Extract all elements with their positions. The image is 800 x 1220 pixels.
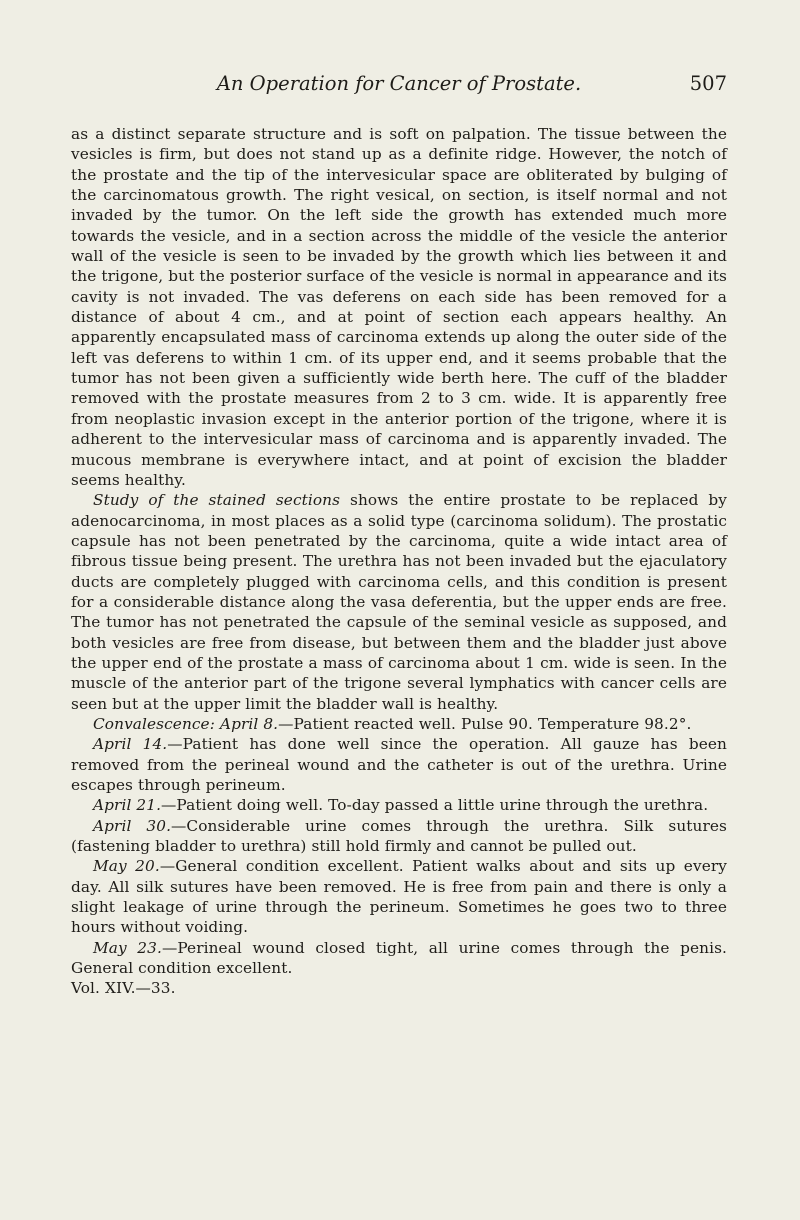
paragraph-lead: May 23. <box>93 938 162 957</box>
book-page <box>71 72 727 999</box>
paragraph-lead: Convalescence: April 8. <box>93 714 279 733</box>
paragraph-convalescence <box>71 714 727 734</box>
paragraph-text: —Patient doing well. To-day passed a little urine through the urethra. <box>161 796 709 815</box>
paragraph-text: as a distinct separate structure and is soft on palpation. The tissue between the vesicles is firm, but does not stand up as a definite ridge. However, the notch of the prostate and the tip of the intervesicular space are obliterated by bulging of the carcinomatous growth. The right vesical, on section, is itself normal and not invaded by the tumor. On the left side the growth has extended much more towards the vesicle, and in a section across the middle of the vesicle the anterior wall of the vesicle is seen to be invaded by the growth which lies between it and the trigone, but the posterior surface of the vesicle is normal in appearance and its cavity is not invaded. The vas deferens on each side has been removed for a distance of about 4 cm., and at point of section each appears healthy. An apparently encapsulated mass of carcinoma extends up along the outer side of the left vas deferens to within 1 cm. of its upper end, and it seems probable that the tumor has not been given a sufficiently wide berth here. The cuff of the bladder removed with the prostate measures from 2 to 3 cm. wide. It is apparently free from neoplastic invasion except in the anterior portion of the trigone, where it is adherent to the intervesicular mass of carcinoma and is apparently invaded. The mucous membrane is everywhere intact, and at point of excision the bladder seems healthy. <box>71 125 727 489</box>
paragraph-april-21 <box>71 795 727 815</box>
body-text <box>71 124 727 999</box>
paragraph-text: shows the entire prostate to be replaced by adenocarcinoma, in most places as a solid type (carcinoma solidum). The prostatic capsule has not been penetrated by the carcinoma, quite a wide intact area of fibrous tissue being present. The urethra has not been invaded but the ejaculatory ducts are completely plugged with carcinoma cells, and this condition is present for a considerable distance along the vasa deferentia, but the upper ends are free. The tumor has not penetrated the capsule of the seminal vesicle as supposed, and both vesicles are free from disease, but between them and the bladder just above the upper end of the prostate a mass of carcinoma about 1 cm. wide is seen. In the muscle of the anterior part of the trigone several lymphatics with cancer cells are seen but at the upper limit the bladder wall is healthy. <box>71 491 727 713</box>
paragraph-lead: April 30. <box>93 816 172 835</box>
paragraph-stained-sections <box>71 490 727 714</box>
paragraph-april-14 <box>71 734 727 795</box>
paragraph-text: —Patient has done well since the operation. All gauze has been removed from the perineal wound and the catheter is out of the urethra. Urine escapes through perineum. <box>71 735 727 794</box>
paragraph-lead: Study of the stained sections <box>93 491 341 510</box>
paragraph-lead: May 20. <box>93 857 160 876</box>
paragraph-text: —Perineal wound closed tight, all urine comes through the penis. General condition excellent. <box>71 938 727 978</box>
paragraph-lead: April 21. <box>93 796 162 815</box>
volume-signature: Vol. XIV.—33. <box>71 979 176 998</box>
paragraph-may-23 <box>71 938 727 979</box>
paragraph-may-20 <box>71 856 727 937</box>
page-number: 507 <box>689 72 727 95</box>
paragraph-text: —General condition excellent. Patient walks about and sits up every day. All silk sutures have been removed. He is free from pain and there is only a slight leakage of urine through the perineum. Sometimes he goes two to three hours without voiding. <box>71 857 727 937</box>
paragraph-lead: April 14. <box>93 735 168 754</box>
paragraph-text: —Considerable urine comes through the urethra. Silk sutures (fastening bladder to urethra) still hold firmly and cannot be pulled out. <box>71 816 727 856</box>
paragraph-description <box>71 124 727 490</box>
page-header <box>71 72 727 102</box>
paragraph-april-30 <box>71 816 727 857</box>
paragraph-text: —Patient reacted well. Pulse 90. Temperature 98.2°. <box>278 714 692 733</box>
running-title: An Operation for Cancer of Prostate. <box>216 72 582 95</box>
